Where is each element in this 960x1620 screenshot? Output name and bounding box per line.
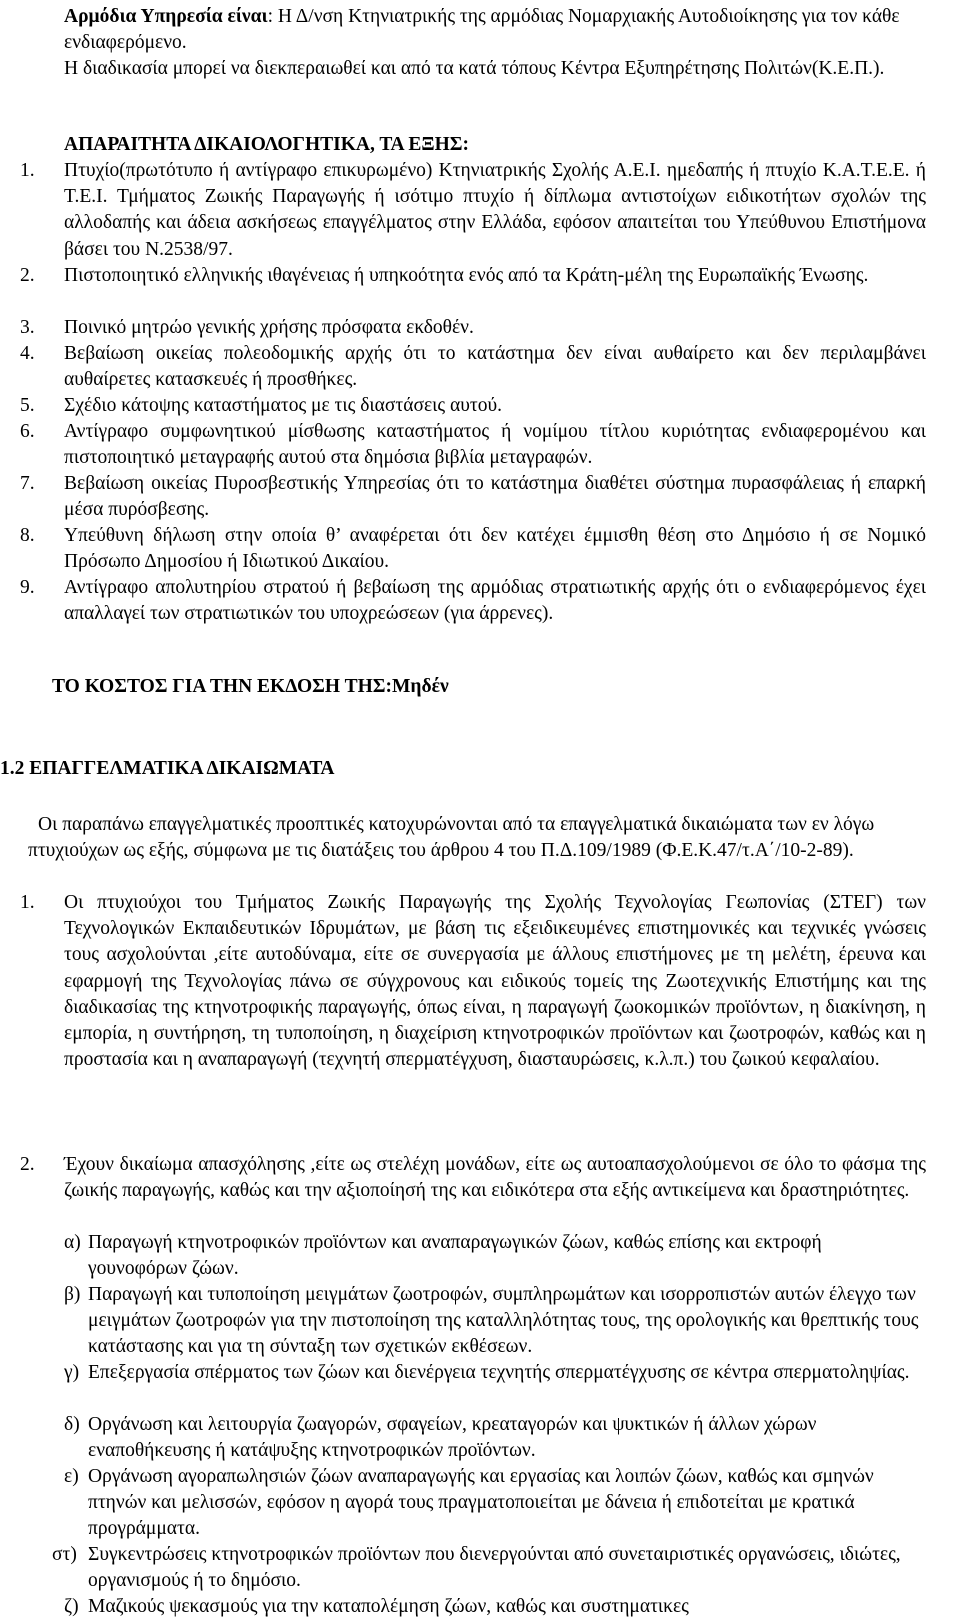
rights-num: 1. — [20, 892, 35, 913]
cost-label: ΤΟ ΚΟΣΤΟΣ ΓΙΑ ΤΗΝ ΕΚΔΟΣΗ ΤΗΣ: — [52, 676, 393, 697]
req-num: 7. — [20, 473, 35, 494]
rights-num: 2. — [20, 1154, 35, 1175]
req-item: Αντίγραφο απολυτηρίου στρατού ή βεβαίωση της αρμόδιας στρατιωτικής αρχής ότι ο ενδιαφερόμενος έχει απαλλαγεί των στρατιωτικών του υποχρεώσεων (για άρρενες). — [64, 577, 926, 625]
activity-item: Παραγωγή και τυποποίηση μειγμάτων ζωοτροφών, συμπληρωμάτων και ισορροπιστών αυτών έλεγχο των μειγμάτων ζωοτροφών για την πιστοποίηση της καταλληλότητας τους, της ορολογικής και θρεπτικής τους κατάστασης και για τη σύνταξη των σχετικών εκθέσεων. — [88, 1284, 919, 1358]
activity-item: Οργάνωση και λειτουργία ζωαγορών, σφαγείων, κρεαταγορών και ψυκτικών ή άλλων χώρων εναποθήκευσης ή κατάψυξης κτηνοτροφικών προϊόντων. — [88, 1414, 817, 1462]
req-num: 8. — [20, 525, 35, 546]
req-num: 4. — [20, 343, 35, 364]
authority-text: : Η Δ/νση Κτηνιατρικής της αρμόδιας Νομαρχιακής Αυτοδιοίκησης για τον κάθε ενδιαφερόμενο. — [64, 6, 900, 54]
section-intro: Οι παραπάνω επαγγελματικές προοπτικές κατοχυρώνονται από τα επαγγελματικά δικαιώματα των εν λόγω πτυχιούχων ως εξής, σύμφωνα με τις διατάξεις του άρθρου 4 του Π.Δ.109/1989 (Φ.Ε.Κ.47/τ.Α΄/10-2-89). — [28, 814, 875, 862]
rights-item: Οι πτυχιούχοι του Τμήματος Ζωικής Παραγωγής της Σχολής Τεχνολογίας Γεωπονίας (ΣΤΕΓ) των Τεχνολογικών Εκπαιδευτικών Ιδρυμάτων, με βάση τις εξειδικευμένες επιστημονικές και τεχνικές γνώσεις τους ασχολούνται ,είτε αυτοδύναμα, είτε σε συνεργασία με άλλους επιστήμονες με τη μελέτη, έρευνα και εφαρμογή της Τεχνολογίας πάνω σε σύγχρονους και ειδικούς τομείς της Ζωοτεχνικής Επιστήμης και της διαδικασίας της κτηνοτροφικής παραγωγής, όπως είναι, η παραγωγή ζωοκομικών προϊόντων, η διακίνηση, η εμπορία, η συντήρηση, τη τυποποίηση, η διαχείριση κτηνοτροφικών προϊόντων και ζωοτροφών, καθώς και η προστασία και η αναπαραγωγή (τεχνητή σπερματέγχυση, διασταυρώσεις, κ.λ.π.) του ζωικού κεφαλαίου. — [64, 892, 926, 1071]
req-item: Πιστοποιητικό ελληνικής ιθαγένειας ή υπηκοότητα ενός από τα Κράτη-μέλη της Ευρωπαϊκής Ένωσης. — [64, 265, 869, 286]
activity-letter: γ) — [64, 1362, 80, 1383]
req-item: Αντίγραφο συμφωνητικού μίσθωσης καταστήματος ή νομίμου τίτλου κυριότητας ενδιαφερομένου και πιστοποιητικό μεταγραφής αυτού στα δημόσια βιβλία μεταγραφών. — [64, 421, 926, 469]
req-item: Υπεύθυνη δήλωση στην οποία θ’ αναφέρεται ότι δεν κατέχει έμμισθη θέση στο Δημόσιο ή σε Νομικό Πρόσωπο Δημοσίου ή Ιδιωτικού Δικαίου. — [64, 525, 926, 573]
req-num: 2. — [20, 265, 35, 286]
activity-letter: ε) — [64, 1466, 79, 1487]
activity-item: Παραγωγή κτηνοτροφικών προϊόντων και αναπαραγωγικών ζώων, καθώς επίσης και εκτροφή γουνοφόρων ζώων. — [88, 1232, 822, 1280]
activity-letter: δ) — [64, 1414, 80, 1435]
requirements-heading: ΑΠΑΡΑΙΤΗΤΑ ΔΙΚΑΙΟΛΟΓΗΤΙΚΑ, ΤΑ ΕΞΗΣ: — [64, 134, 469, 155]
activity-item: Οργάνωση αγοραπωλησιών ζώων αναπαραγωγής και εργασίας και λοιπών ζώων, καθώς και σμηνών πτηνών και μελισσών, εφόσον η αγορά τους πραγματοποιείται με δάνεια ή επιδοτείται με κρατικά προγράμματα. — [88, 1466, 874, 1540]
authority-paragraph — [64, 4, 924, 56]
req-num: 9. — [20, 577, 35, 598]
req-item: Βεβαίωση οικείας πολεοδομικής αρχής ότι το κατάστημα δεν είναι αυθαίρετο και δεν περιλαμβάνει αυθαίρετες κατασκευές ή προσθήκες. — [64, 343, 926, 391]
activity-letter: β) — [64, 1284, 81, 1305]
kep-paragraph: Η διαδικασία μπορεί να διεκπεραιωθεί και από τα κατά τόπους Κέντρα Εξυπηρέτησης Πολιτών(Κ.Ε.Π.). — [64, 58, 885, 79]
cost-value: Μηδέν — [392, 676, 449, 697]
activity-item: Συγκεντρώσεις κτηνοτροφικών προϊόντων που διενεργούνται από συνεταιριστικές οργανώσεις, ιδιώτες, οργανισμούς ή το δημόσιο. — [88, 1544, 901, 1592]
req-item: Ποινικό μητρώο γενικής χρήσης πρόσφατα εκδοθέν. — [64, 317, 474, 338]
req-item: Βεβαίωση οικείας Πυροσβεστικής Υπηρεσίας ότι το κατάστημα διαθέτει σύστημα πυρασφάλειας ή επαρκή μέσα πυρόσβεσης. — [64, 473, 926, 521]
req-num: 6. — [20, 421, 35, 442]
cost-line — [52, 674, 449, 700]
activity-letter: στ) — [52, 1544, 77, 1565]
authority-label: Αρμόδια Υπηρεσία είναι — [64, 6, 268, 27]
req-num: 1. — [20, 160, 35, 181]
req-item: Σχέδιο κάτοψης καταστήματος με τις διαστάσεις αυτού. — [64, 395, 502, 416]
activity-letter: ζ) — [64, 1596, 79, 1617]
activity-letter: α) — [64, 1232, 81, 1253]
req-num: 5. — [20, 395, 35, 416]
activity-item: Επεξεργασία σπέρματος των ζώων και διενέργεια τεχνητής σπερματέγχυσης σε κέντρα σπερματοληψίας. — [88, 1362, 910, 1383]
rights-item: Έχουν δικαίωμα απασχόλησης ,είτε ως στελέχη μονάδων, είτε ως αυτοαπασχολούμενοι σε όλο το φάσμα της ζωικής παραγωγής, καθώς και την αξιοποίησή της και ειδικότερα στα εξής αντικείμενα και δραστηριότητες. — [64, 1154, 926, 1202]
section-heading: 1.2 ΕΠΑΓΓΕΛΜΑΤΙΚΑ ΔΙΚΑΙΩΜΑΤΑ — [0, 758, 335, 779]
req-num: 3. — [20, 317, 35, 338]
req-item: Πτυχίο(πρωτότυπο ή αντίγραφο επικυρωμένο) Κτηνιατρικής Σχολής Α.Ε.Ι. ημεδαπής ή πτυχίο Κ.Α.Τ.Ε.Ε. ή Τ.Ε.Ι. Τμήματος Ζωικής Παραγωγής ή ισότιμο πτυχίο ή δίπλωμα αντιστοίχων ειδικοτήτων σχολών της αλλοδαπής και άδεια ασκήσεως επαγγέλματος στην Ελλάδα, εφόσον απαιτείται του Υπεύθυνου Επιστήμονα βάσει του Ν.2538/97. — [64, 160, 926, 260]
activity-item: Μαζικούς ψεκασμούς για την καταπολέμηση ζώων, καθώς και συστηματικες — [88, 1596, 689, 1617]
